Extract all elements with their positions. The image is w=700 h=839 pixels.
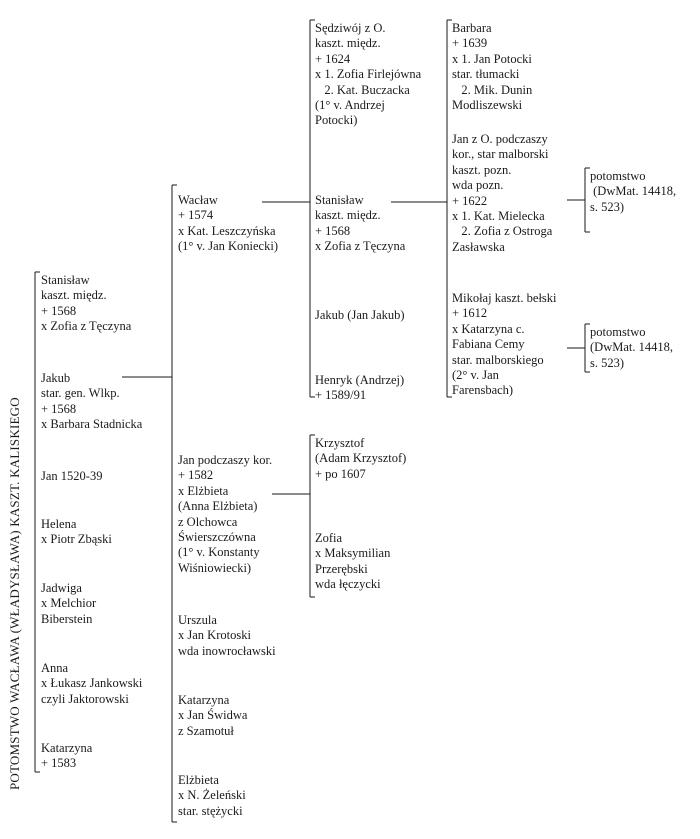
person-urszula-col2: Urszula x Jan Krotoski wda inowrocławski: [178, 613, 276, 658]
potomstwo-note-1: potomstwo (DwMat. 14418, s. 523): [590, 169, 677, 214]
person-jan-podczaszy-col2: Jan podczaszy kor. + 1582 x Elżbieta (Anna Elżbieta) z Olchowca Świerszczówna (1° v. Konstanty Wiśniowiecki): [178, 453, 273, 575]
person-zofia-col3: Zofia x Maksymilian Przerębski wda łęczycki: [315, 531, 391, 592]
potomstwo-note-2: potomstwo (DwMat. 14418, s. 523): [590, 325, 673, 370]
side-title: POTOMSTWO WACŁAWA (WŁADYSŁAWA) KASZT. KALISKIEGO: [7, 397, 22, 790]
person-anna-col1: Anna x Łukasz Jankowski czyli Jaktorowski: [41, 661, 143, 706]
person-jan-col1: Jan 1520-39: [41, 469, 103, 483]
person-katarzyna-col1: Katarzyna + 1583: [41, 741, 93, 771]
person-sedziwoj-col3: Sędziwój z O. kaszt. międz. + 1624 x 1. Zofia Firlejówna 2. Kat. Buczacka (1° v. Andrzej Potocki): [315, 21, 422, 128]
person-waclaw-col2: Wacław + 1574 x Kat. Leszczyńska (1° v. Jan Koniecki): [178, 193, 278, 254]
person-jakub-col1: Jakub star. gen. Wlkp. + 1568 x Barbara Stadnicka: [41, 371, 143, 432]
person-jadwiga-col1: Jadwiga x Melchior Biberstein: [41, 581, 97, 626]
person-mikolaj-col4: Mikołaj kaszt. bełski + 1612 x Katarzyna c. Fabiana Cemy star. malborskiego (2° v. Jan Farensbach): [452, 291, 557, 398]
person-barbara-col4: Barbara + 1639 x 1. Jan Potocki star. tłumacki 2. Mik. Dunin Modliszewski: [452, 21, 533, 113]
person-elzbieta-col2: Elżbieta x N. Żeleński star. stężycki: [178, 773, 246, 818]
person-jan-z-o-col4: Jan z O. podczaszy kor., star malborski kaszt. pozn. wda pozn. + 1622 x 1. Kat. Mielecka 2. Zofia z Ostroga Zasławska: [452, 132, 553, 254]
person-stanislaw-col1: Stanisław kaszt. międz. + 1568 x Zofia z Tęczyna: [41, 273, 132, 334]
person-katarzyna-col2: Katarzyna x Jan Świdwa z Szamotuł: [178, 693, 248, 738]
person-jakub-col3: Jakub (Jan Jakub): [315, 308, 405, 322]
person-krzysztof-col3: Krzysztof (Adam Krzysztof) + po 1607: [315, 436, 407, 481]
person-stanislaw-col3: Stanisław kaszt. międz. + 1568 x Zofia z Tęczyna: [315, 193, 406, 254]
person-henryk-col3: Henryk (Andrzej) + 1589/91: [315, 373, 405, 403]
person-helena-col1: Helena x Piotr Zbąski: [41, 517, 112, 547]
